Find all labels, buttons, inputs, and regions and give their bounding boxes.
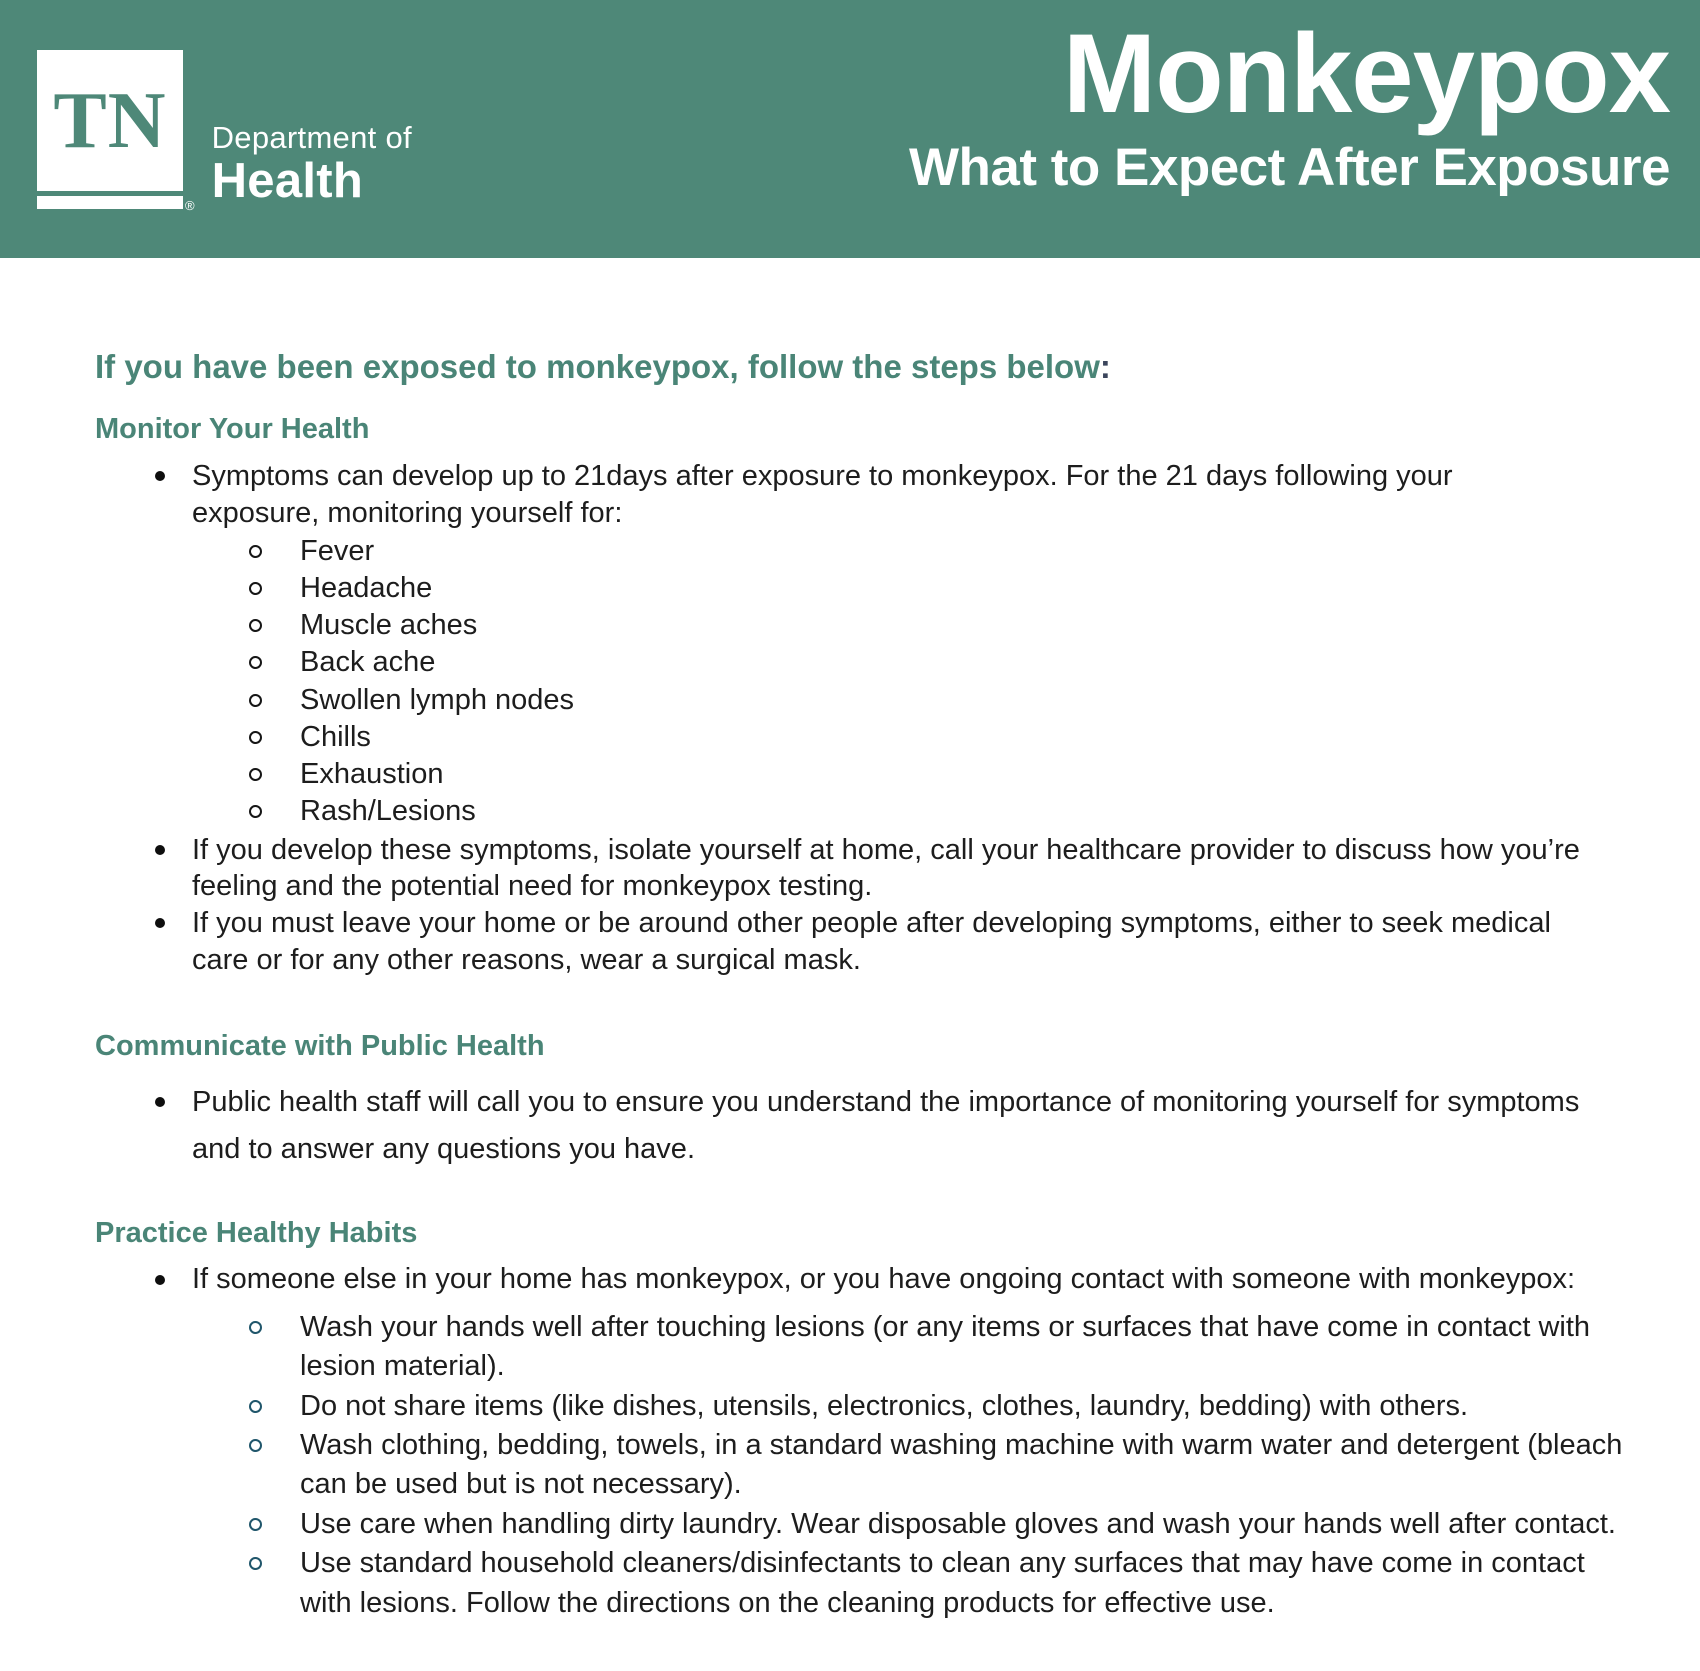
logo-wordmark [212, 120, 412, 209]
sub-bullet-item [192, 1308, 1660, 1387]
sub-bullet-item [192, 607, 1660, 644]
intro-heading [95, 346, 1660, 389]
bullet-item [95, 1079, 1660, 1173]
sub-bullet-text: Headache [300, 572, 433, 605]
tn-logo-underline-bar [37, 196, 183, 209]
tn-logo-underline-row [37, 196, 195, 213]
tn-logo-box [37, 50, 183, 191]
sub-bullet-item [192, 682, 1660, 719]
sub-bullet-text: Swollen lymph nodes [300, 683, 575, 716]
sub-bullet-item [192, 756, 1660, 793]
section-practice-healthy-habits [95, 1215, 1660, 1623]
sub-bullet-item [192, 644, 1660, 681]
bullet-text: Public health staff will call you to ensure you understand the importance of monitoring yourself for symptoms and to answer any questions you have. [192, 1086, 1580, 1166]
sub-bullet-text: Rash/Lesions [300, 794, 476, 827]
practice-bullet-list [95, 1260, 1660, 1623]
monitor-bullet-list [95, 458, 1660, 978]
dot-bullet-icon [155, 471, 165, 481]
dot-bullet-icon [155, 918, 165, 928]
sub-bullet-text: Wash your hands well after touching lesions (or any items or surfaces that have come in contact with lesion material). [300, 1310, 1591, 1383]
circle-bullet-icon [249, 1439, 262, 1452]
circle-bullet-icon [249, 768, 262, 781]
circle-bullet-icon [249, 1321, 262, 1334]
section-heading-monitor: Monitor Your Health [95, 412, 370, 445]
bullet-text: Symptoms can develop up to 21days after exposure to monkeypox. For the 21 days following your exposure, monitoring yourself for: [192, 460, 1453, 529]
sub-bullet-item [192, 570, 1660, 607]
header-titles [909, 0, 1700, 198]
sub-bullet-item [192, 1387, 1660, 1426]
sub-bullet-text: Back ache [300, 646, 436, 679]
dot-bullet-icon [155, 1275, 165, 1285]
circle-bullet-icon [249, 1400, 262, 1413]
sub-bullet-text: Wash clothing, bedding, towels, in a standard washing machine with warm water and detergent (bleach can be used but is not necessary). [300, 1428, 1623, 1501]
registered-trademark-icon: ® [185, 198, 195, 213]
healthy-habits-sub-list [192, 1308, 1660, 1624]
sub-bullet-text: Exhaustion [300, 757, 444, 790]
doc-subtitle: What to Expect After Exposure [909, 138, 1670, 198]
sub-bullet-item [192, 1505, 1660, 1544]
logo-health-line: Health [211, 153, 364, 208]
dot-bullet-icon [155, 845, 165, 855]
sub-bullet-text: Fever [300, 535, 375, 568]
tn-logo-letters: TN [53, 76, 167, 165]
circle-bullet-icon [249, 694, 262, 707]
bullet-item [95, 1260, 1660, 1623]
tn-department-of-health-logo [0, 0, 412, 213]
intro-heading-colon: : [1099, 348, 1111, 385]
sub-bullet-text: Muscle aches [300, 609, 478, 642]
bullet-item [95, 458, 1660, 830]
tn-logo-mark [37, 50, 195, 213]
circle-bullet-icon [249, 545, 262, 558]
circle-bullet-icon [249, 656, 262, 669]
symptom-sub-list [192, 533, 1660, 830]
circle-bullet-icon [249, 582, 262, 595]
bullet-text: If you must leave your home or be around other people after developing symptoms, either to seek medical care or for any other reasons, wear a surgical mask. [192, 907, 1551, 976]
sub-bullet-item [192, 533, 1660, 570]
section-heading-practice: Practice Healthy Habits [95, 1217, 418, 1250]
sub-bullet-item [192, 719, 1660, 756]
section-heading-communicate: Communicate with Public Health [95, 1030, 545, 1063]
bullet-text: If someone else in your home has monkeypox, or you have ongoing contact with someone with monkeypox: [192, 1263, 1576, 1296]
circle-bullet-icon [249, 1557, 262, 1570]
communicate-bullet-list [95, 1079, 1660, 1173]
doc-title: Monkeypox [1062, 11, 1670, 136]
bullet-item [95, 905, 1660, 978]
sub-bullet-item [192, 1426, 1660, 1505]
sub-bullet-item [192, 793, 1660, 830]
section-communicate-with-public-health [95, 1028, 1660, 1173]
sub-bullet-text: Use standard household cleaners/disinfectants to clean any surfaces that may have come in contact with lesions. Follow the directions on the cleaning products for effective use. [300, 1547, 1585, 1619]
bullet-text: If you develop these symptoms, isolate yourself at home, call your healthcare provider to discuss how you’re feeling and the potential need for monkeypox testing. [192, 833, 1580, 903]
circle-bullet-icon [249, 619, 262, 632]
document-body [0, 258, 1700, 1623]
section-monitor-your-health [95, 411, 1660, 978]
sub-bullet-text: Chills [300, 720, 371, 753]
circle-bullet-icon [249, 805, 262, 818]
circle-bullet-icon [249, 731, 262, 744]
sub-bullet-text: Use care when handling dirty laundry. Wear disposable gloves and wash your hands well after contact. [300, 1507, 1616, 1540]
sub-bullet-item [192, 1544, 1660, 1623]
logo-department-line: Department of [211, 119, 412, 155]
bullet-item [95, 832, 1660, 905]
circle-bullet-icon [249, 1518, 262, 1531]
intro-heading-text: If you have been exposed to monkeypox, follow the steps below [95, 348, 1100, 385]
sub-bullet-text: Do not share items (like dishes, utensils, electronics, clothes, laundry, bedding) with others. [300, 1389, 1469, 1422]
dot-bullet-icon [155, 1097, 165, 1107]
header-band [0, 0, 1700, 258]
